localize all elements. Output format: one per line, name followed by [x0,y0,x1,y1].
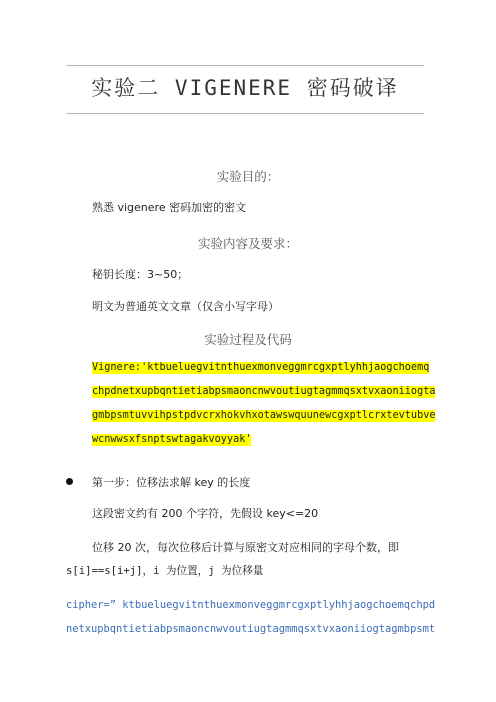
vigenere-line: chpdnetxupbqntietiabpsmaoncnwvoutiugtagmmqsxtvxaoniiogta [92,386,436,397]
step1-line1: 这段密文约有 200 个字符，先假设 key<=20 [92,507,319,520]
vigenere-line: wcnwwsxfsnptswtagakvoyyak' [92,434,252,445]
step1-line2: 位移 20 次，每次位移后计算与原密文对应相同的字母个数，即 [92,541,399,554]
title-bottom-rule [66,113,424,114]
vigenere-ciphertext-block [92,360,436,456]
plaintext-note: 明文为普通英文文章（仅含小写字母） [92,300,279,313]
cipher-line: cipher=” ktbueluegvitnthuexmonveggmrcgxptlyhhjaogchoemqchpd [66,599,436,611]
bullet-dot-icon [66,478,73,485]
key-length-text: 秘钥长度：3~50； [92,268,189,281]
step1-heading: 第一步：位移法求解 key 的长度 [92,476,251,489]
step1-line3: s[i]==s[i+j]，i 为位置，j 为位移量 [66,565,264,577]
requirements-heading: 实验内容及要求： [197,236,298,251]
title-top-rule [66,65,424,66]
page-title: 实验二 VIGENERE 密码破译 [91,76,399,100]
cipher-line: netxupbqntietiabpsmaoncnwvoutiugtagmmqsxtvxaoniiogtagmbpsmt [66,623,436,635]
vigenere-line: Vignere:'ktbueluegvitnthuexmonveggmrcgxptlyhhjaogchoemq [92,362,430,373]
purpose-heading: 实验目的： [216,169,280,184]
vigenere-line: gmbpsmtuvvihpstpdvcrxhokvhxotawswquunewcgxptlcrxtevtubve [92,410,436,421]
purpose-text: 熟悉 vigenere 密码加密的密文 [92,201,247,214]
process-heading: 实验过程及代码 [204,332,292,347]
